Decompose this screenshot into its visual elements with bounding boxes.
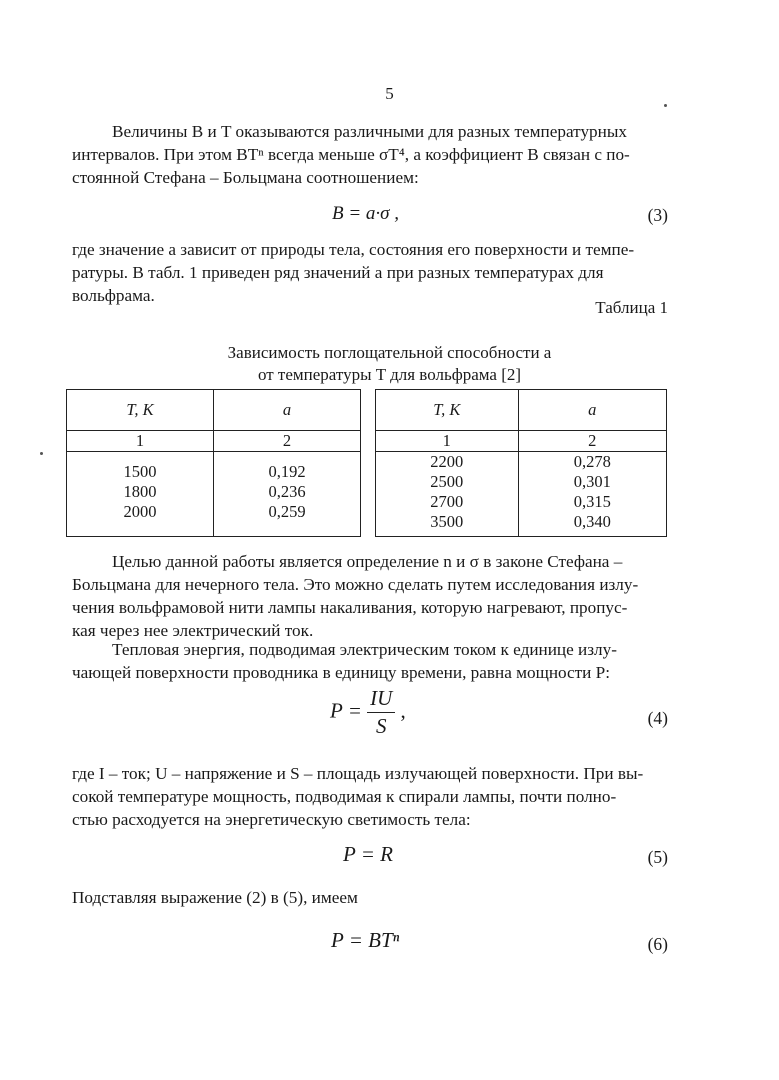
paragraph-line: Величины B и T оказываются различными для разных температурных: [112, 122, 627, 141]
table-col-number: 2: [518, 431, 666, 452]
table-label: Таблица 1: [595, 298, 668, 317]
table-col-number: 1: [376, 431, 519, 452]
scan-speck: [40, 452, 43, 455]
paragraph-line: стью расходуется на энергетическую светимость тела:: [72, 810, 471, 829]
equation-6-number: (6): [647, 934, 668, 954]
paragraph-line: где значение a зависит от природы тела, состояния его поверхности и темпе-: [72, 240, 635, 259]
paragraph-substitution: Подставляя выражение (2) в (5), имеем: [72, 888, 358, 907]
equation-5-number: (5): [647, 847, 668, 867]
paragraph-line: сокой температуре мощность, подводимая к спирали лампы, почти полно-: [72, 787, 617, 806]
table-a-values: 0,192 0,236 0,259: [214, 452, 361, 537]
table-header-a: a: [214, 390, 361, 431]
fraction-numerator: IU: [367, 686, 395, 713]
paragraph-line: Тепловая энергия, подводимая электрическим током к единице излу-: [112, 640, 617, 659]
equation-4-number: (4): [647, 708, 668, 728]
table-a-values: 0,278 0,301 0,315 0,340: [518, 452, 666, 537]
table-title: [0, 342, 779, 386]
page-number: 5: [385, 84, 394, 103]
equation-6: P = BTⁿ: [331, 928, 400, 952]
absorptivity-table-right: [375, 389, 667, 537]
table-T-values: 2200 2500 2700 3500: [376, 452, 519, 537]
paragraph-line: Больцмана для нечерного тела. Это можно сделать путем исследования излу-: [72, 575, 639, 594]
equation-3: B = a·σ ,: [332, 203, 400, 224]
table-col-number: 2: [214, 431, 361, 452]
paragraph-line: ратуры. В табл. 1 приведен ряд значений a при разных температурах для: [72, 263, 604, 282]
paragraph-intro: [72, 120, 670, 189]
table-col-number: 1: [67, 431, 214, 452]
paragraph-definitions: [72, 762, 670, 831]
table-header-T: T, К: [67, 390, 214, 431]
equation-5: P = R: [343, 842, 393, 866]
table-T-values: 1500 1800 2000: [67, 452, 214, 537]
equation-4-comma: ,: [400, 698, 406, 723]
equation-3-number: (3): [647, 205, 668, 225]
paragraph-line: вольфрама.: [72, 286, 155, 305]
paragraph-goal: [72, 550, 670, 642]
table-title-line: Зависимость поглощательной способности a: [227, 343, 552, 362]
absorptivity-table-left: [66, 389, 361, 537]
paragraph-thermal-energy: [72, 638, 670, 684]
table-header-a: a: [518, 390, 666, 431]
table-header-T: T, К: [376, 390, 519, 431]
table-title-line: от температуры T для вольфрама [2]: [257, 365, 522, 384]
paragraph-line: интервалов. При этом BTⁿ всегда меньше σT⁴, а коэффициент B связан с по-: [72, 145, 630, 164]
paragraph-line: чающей поверхности проводника в единицу времени, равна мощности P:: [72, 663, 611, 682]
paragraph-a-value: [72, 238, 670, 307]
paragraph-line: Целью данной работы является определение n и σ в законе Стефана –: [112, 552, 623, 571]
equation-4-lhs: P =: [330, 698, 362, 723]
paragraph-line: чения вольфрамовой нити лампы накаливания, которую нагревают, пропус-: [72, 598, 628, 617]
fraction-denominator: S: [375, 714, 387, 738]
paragraph-line: кая через нее электрический ток.: [72, 621, 314, 640]
paragraph-line: стоянной Стефана – Больцмана соотношением:: [72, 168, 419, 187]
paragraph-line: где I – ток; U – напряжение и S – площадь излучающей поверхности. При вы-: [72, 764, 644, 783]
equation-4-fraction: [367, 686, 395, 739]
equation-4: [330, 686, 406, 739]
scan-speck: [664, 104, 667, 107]
